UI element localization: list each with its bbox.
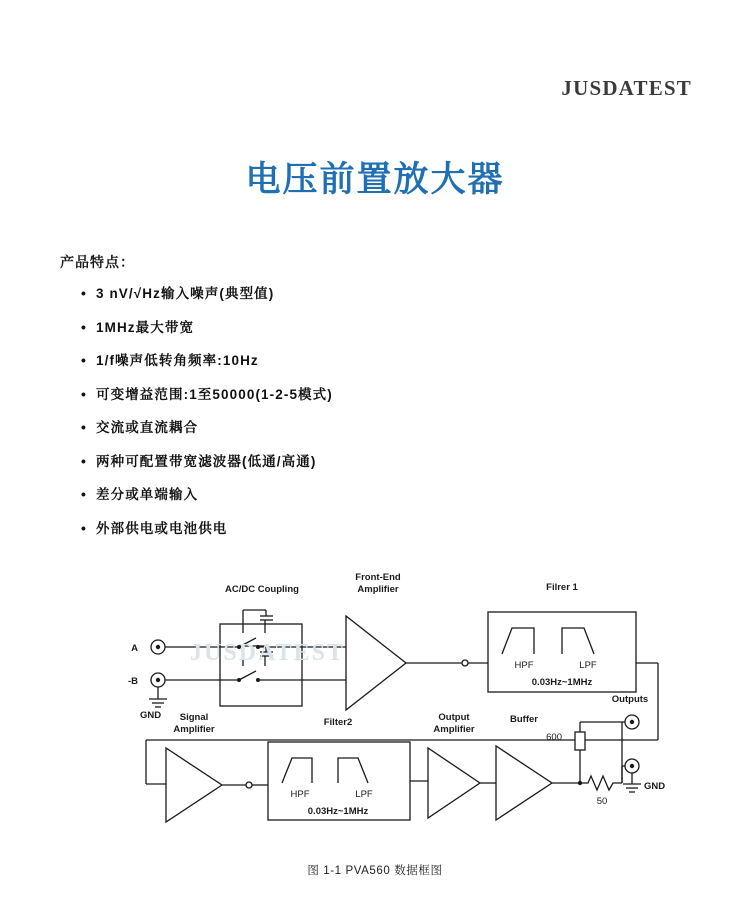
resistor-50-label: 50 <box>596 796 608 807</box>
input-b-label: -B <box>127 676 138 687</box>
list-item: • 交流或直流耦合 <box>96 420 716 436</box>
output-amplifier-label-line2: Amplifier <box>433 724 475 735</box>
filter2-label: Filter2 <box>323 717 353 728</box>
list-item: • 两种可配置带宽滤波器(低通/高通) <box>96 454 716 470</box>
signal-amplifier-label-line1: Signal <box>179 712 209 723</box>
features-heading: 产品特点： <box>60 254 135 270</box>
filter1-lpf-label: LPF <box>579 660 597 671</box>
filter2-lpf-label: LPF <box>355 789 373 800</box>
list-item: • 可变增益范围:1至50000(1-2-5模式) <box>96 387 716 403</box>
list-item: • 1/f噪声低转角频率:10Hz <box>96 353 716 369</box>
front-end-amplifier-block <box>346 616 406 710</box>
features-list <box>78 286 716 554</box>
front-end-amplifier-label-line2: Amplifier <box>357 584 399 595</box>
buffer-block <box>496 746 552 820</box>
ac-dc-coupling-block <box>220 624 302 706</box>
list-item: • 差分或单端输入 <box>96 487 716 503</box>
output-amplifier-label-line1: Output <box>438 712 470 723</box>
ac-dc-coupling-label: AC/DC Coupling <box>225 584 299 595</box>
filter1-hpf-label: HPF <box>514 660 534 671</box>
signal-amplifier-block <box>166 748 222 822</box>
page-title: 电压前置放大器 <box>245 160 505 199</box>
output-gnd-label: GND <box>644 781 666 792</box>
brand-logo: JUSDATEST <box>561 76 692 100</box>
outputs-label: Outputs <box>611 694 649 705</box>
list-item: • 外部供电或电池供电 <box>96 521 716 537</box>
filter1-label: Filrer 1 <box>546 582 578 593</box>
list-item: • 3 nV/√Hz输入噪声(典型值) <box>96 286 716 302</box>
figure-caption: 图 1-1 PVA560 数据框图 <box>307 865 443 877</box>
output-amplifier-block <box>428 748 480 818</box>
list-item: • 1MHz最大带宽 <box>96 320 716 336</box>
filter2-hpf-label: HPF <box>290 789 310 800</box>
block-diagram <box>110 570 670 870</box>
filter2-range-label: 0.03Hz~1MHz <box>307 806 369 817</box>
watermark: JUSDATEST <box>190 640 345 666</box>
resistor-600-label: 600 <box>546 732 562 743</box>
buffer-label: Buffer <box>510 714 538 725</box>
input-a-label: A <box>131 643 138 654</box>
input-gnd-label: GND <box>140 710 162 721</box>
filter1-range-label: 0.03Hz~1MHz <box>531 677 593 688</box>
signal-amplifier-label-line2: Amplifier <box>173 724 215 735</box>
front-end-amplifier-label-line1: Front-End <box>355 572 401 583</box>
